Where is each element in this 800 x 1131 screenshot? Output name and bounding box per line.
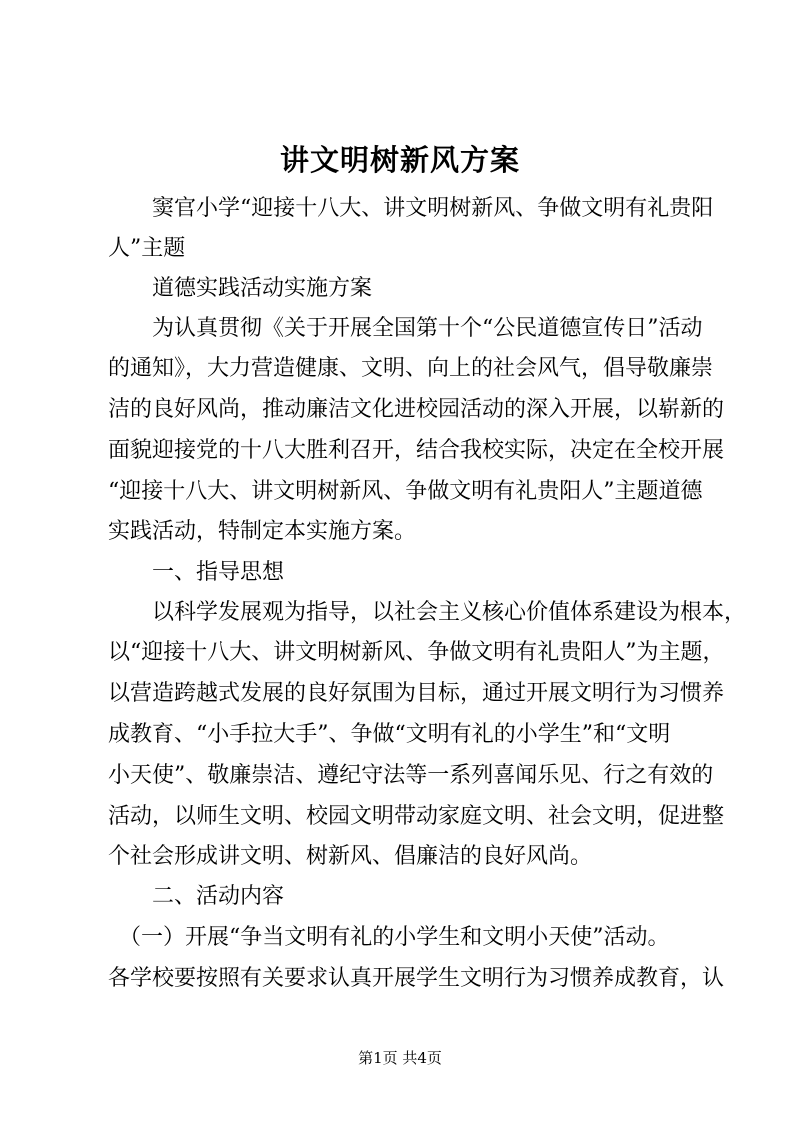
paragraph-line: 成教育、“小手拉大手”、争做“文明有礼的小学生”和“文明 bbox=[108, 722, 671, 747]
paragraph-line: 小天使”、敬廉崇洁、遵纪守法等一系列喜闻乐见、行之有效的 bbox=[108, 763, 714, 788]
section-heading: 二、活动内容 bbox=[108, 884, 285, 909]
paragraph-line: 窦官小学“迎接十八大、讲文明树新风、争做文明有礼贵阳 bbox=[108, 196, 714, 221]
paragraph-line: 面貌迎接党的十八大胜利召开，结合我校实际，决定在全校开展 bbox=[108, 438, 725, 463]
paragraph-line: 人”主题 bbox=[108, 236, 186, 261]
section-heading: 一、指导思想 bbox=[108, 560, 285, 585]
paragraph-line: 道德实践活动实施方案 bbox=[108, 276, 373, 301]
paragraph-line: 为认真贯彻《关于开展全国第十个“公民道德宣传日”活动 bbox=[108, 316, 703, 341]
paragraph-line: 实践活动，特制定本实施方案。 bbox=[108, 519, 417, 544]
page-footer: 第1页 共4页 bbox=[358, 1049, 442, 1067]
document-title: 讲文明树新风方案 bbox=[279, 143, 520, 177]
paragraph-line: “迎接十八大、讲文明树新风、争做文明有礼贵阳人”主题道德 bbox=[108, 479, 703, 504]
paragraph-line: 活动，以师生文明、校园文明带动家庭文明、社会文明，促进整 bbox=[108, 804, 725, 829]
paragraph-line: 洁的良好风尚，推动廉洁文化进校园活动的深入开展，以崭新的 bbox=[108, 397, 725, 422]
paragraph-line: 以“迎接十八大、讲文明树新风、争做文明有礼贵阳人”为主题， bbox=[108, 640, 725, 665]
paragraph-line: 以营造跨越式发展的良好氛围为目标，通过开展文明行为习惯养 bbox=[108, 681, 725, 706]
paragraph-line: 以科学发展观为指导，以社会主义核心价值体系建设为根本， bbox=[108, 600, 747, 625]
paragraph-line: 个社会形成讲文明、树新风、倡廉洁的良好风尚。 bbox=[108, 844, 593, 869]
paragraph-line: （一）开展“争当文明有礼的小学生和文明小天使”活动。 bbox=[108, 925, 670, 950]
paragraph-line: 各学校要按照有关要求认真开展学生文明行为习惯养成教育，认 bbox=[108, 966, 725, 991]
paragraph-line: 的通知》，大力营造健康、文明、向上的社会风气，倡导敬廉崇 bbox=[108, 356, 714, 381]
